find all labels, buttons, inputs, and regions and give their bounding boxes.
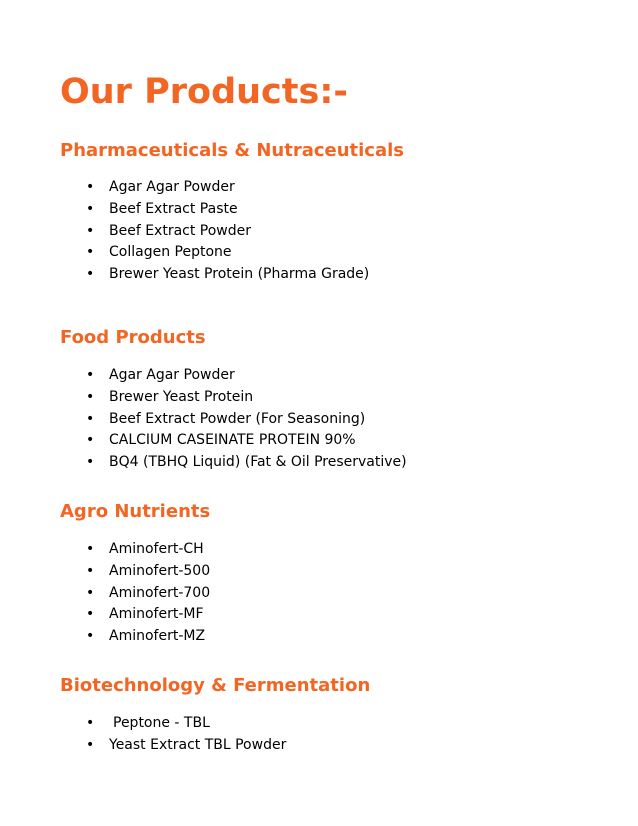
bullet-icon: • [86,388,95,405]
bullet-icon: • [86,541,95,557]
product-name: Peptone - TBL [113,715,210,731]
bullet-icon: • [86,244,95,261]
product-name: Beef Extract Powder (For Seasoning) [109,410,366,427]
product-name: BQ4 (TBHQ Liquid) (Fat & Oil Preservative) [109,454,407,471]
bullet-icon: • [86,367,95,383]
bullet-icon: • [86,562,95,579]
product-name: Brewer Yeast Protein [109,388,254,405]
bullet-icon: • [86,736,95,753]
bullet-icon: • [86,222,95,239]
bullet-icon: • [86,266,95,283]
product-name: Brewer Yeast Protein (Pharma Grade) [109,266,370,283]
product-name: Collagen Peptone [109,244,232,261]
product-name: Agar Agar Powder [109,367,235,383]
product-name: Aminofert-MZ [109,628,206,645]
bullet-icon: • [86,432,95,449]
product-name: Aminofert-MF [109,606,204,623]
page-title: Our Products:- [60,72,348,112]
bullet-icon: • [86,454,95,471]
product-name: Aminofert-CH [109,541,204,557]
product-name: CALCIUM CASEINATE PROTEIN 90% [109,432,356,449]
section-title: Agro Nutrients [60,501,211,522]
product-name: Aminofert-700 [109,584,211,601]
product-name: Beef Extract Powder [109,222,252,239]
product-name: Agar Agar Powder [109,179,235,195]
bullet-icon: • [86,606,95,623]
product-name: Aminofert-500 [109,562,211,579]
bullet-icon: • [86,628,95,645]
bullet-icon: • [86,584,95,601]
bullet-icon: • [86,179,95,195]
section-title: Food Products [60,327,206,348]
bullet-icon: • [86,410,95,427]
section-title: Pharmaceuticals & Nutraceuticals [60,140,405,161]
product-name: Beef Extract Paste [109,200,238,217]
bullet-icon: • [86,200,95,217]
bullet-icon: • [86,715,95,731]
section-title: Biotechnology & Fermentation [60,675,371,696]
product-name: Yeast Extract TBL Powder [109,736,287,753]
